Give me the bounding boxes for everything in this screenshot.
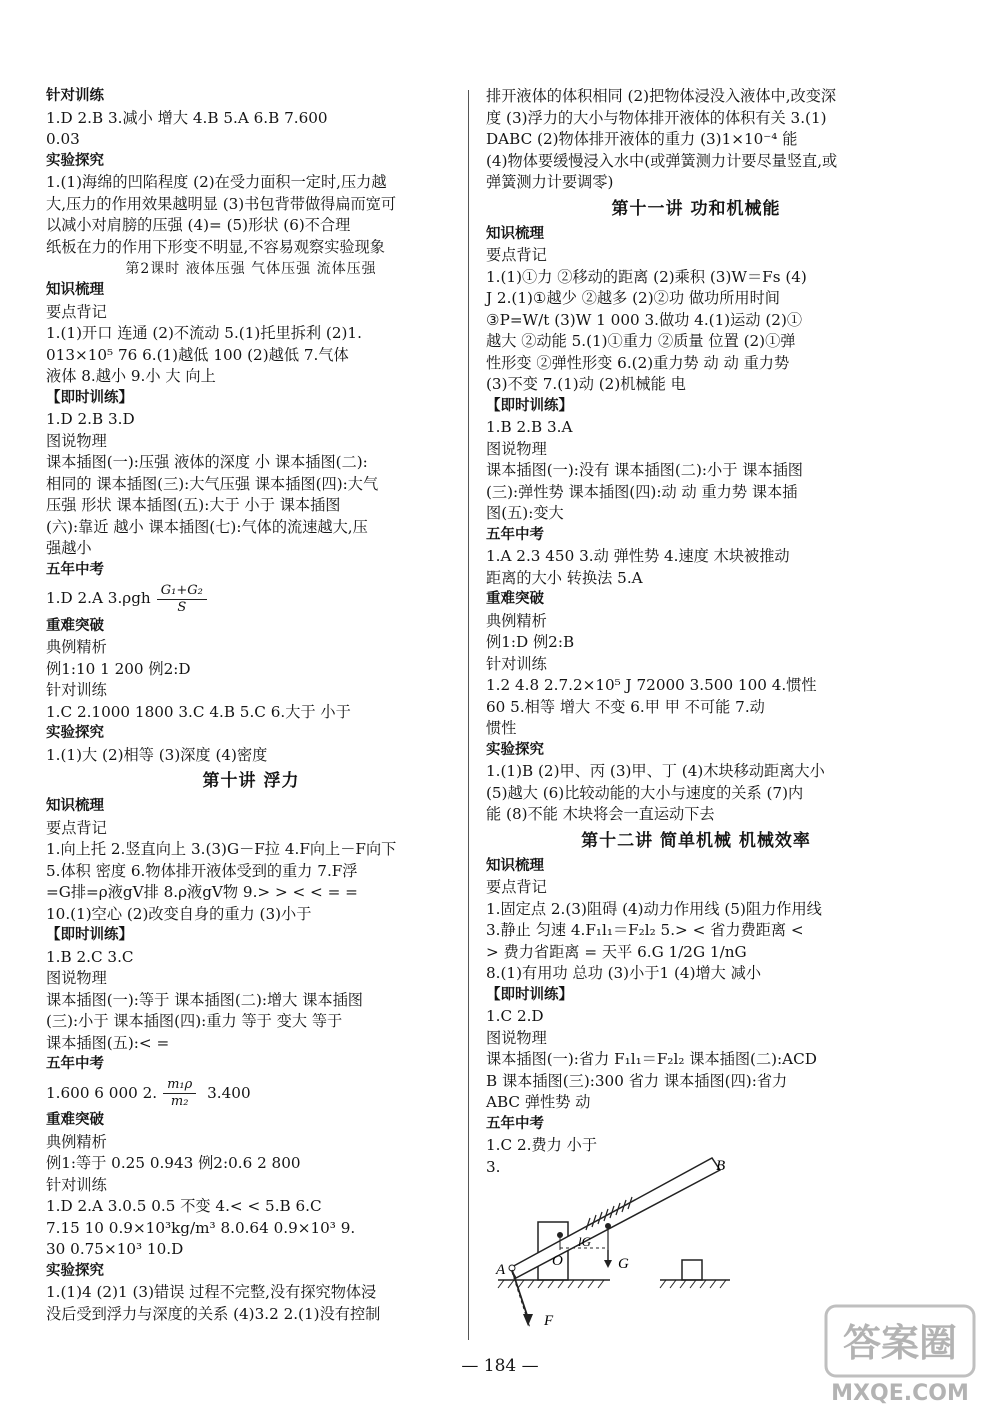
- label-A: A: [496, 1262, 506, 1278]
- answer-line: ABC 弹性势 动: [486, 1093, 591, 1111]
- watermark-logo: [820, 1300, 980, 1410]
- label-G: G: [618, 1256, 629, 1272]
- page-number: — 184 —: [461, 1356, 539, 1376]
- answer-line: 压强 形状 课本插图(五):大于 小于 课本插图: [46, 496, 341, 514]
- answer-line: 1.D 2.A 3.0.5 0.5 不变 4.< < 5.B 6.C: [46, 1197, 322, 1215]
- answer-line: 3.: [486, 1157, 501, 1176]
- answer-text: 1.D 2.A 3.ρgh: [46, 589, 151, 607]
- answer-line: 1.(1)大 (2)相等 (3)深度 (4)密度: [46, 745, 268, 764]
- answer-line: 图说物理: [486, 439, 547, 458]
- answer-line: J 2.(1)①越少 ②越多 (2)②功 做功所用时间: [486, 289, 780, 307]
- answer-line: 要点背记: [46, 818, 107, 837]
- answer-line: 1.A 2.3 450 3.动 弹性势 4.速度 木块被推动: [486, 547, 790, 565]
- section-heading: 【即时训练】: [486, 986, 573, 1003]
- fraction-numerator: m₁ρ: [163, 1077, 196, 1094]
- lever-diagram: [490, 1150, 750, 1330]
- section-heading: 重难突破: [486, 591, 544, 607]
- answer-line: (三):弹性势 课本插图(四):动 动 重力势 课本插: [486, 482, 798, 501]
- answer-line: 1.固定点 2.(3)阻碍 (4)动力作用线 (5)阻力作用线: [486, 899, 822, 918]
- answer-line: B 课本插图(三):300 省力 课本插图(四):省力: [486, 1071, 788, 1090]
- answer-line: > 费力省距离 = 天平 6.G 1/2G 1/nG: [486, 942, 747, 961]
- answer-line: 液体 8.越小 9.小 大 向上: [46, 367, 216, 385]
- answer-line: 没后受到浮力与深度的关系 (4)3.2 2.(1)没有控制: [46, 1304, 381, 1323]
- lecture-title: 第十一讲 功和机械能: [611, 198, 781, 219]
- answer-line-with-fraction: [46, 581, 456, 616]
- section-heading: 知识梳理: [486, 225, 544, 242]
- answer-line: 课本插图(一):没有 课本插图(二):小于 课本插图: [486, 461, 803, 479]
- section-heading: 【即时训练】: [486, 397, 573, 414]
- answer-line: 图说物理: [486, 1028, 547, 1047]
- answer-line: 图说物理: [46, 431, 107, 450]
- answer-line: 1.C 2.费力 小于: [486, 1136, 598, 1154]
- answer-line: 弹簧测力计要调零): [486, 173, 614, 191]
- label-O: O: [552, 1253, 563, 1269]
- answer-line: 课本插图(五):< =: [46, 1033, 170, 1052]
- section-heading: 五年中考: [46, 1056, 104, 1072]
- section-heading: 知识梳理: [46, 282, 104, 298]
- answer-line: 例1:等于 0.25 0.943 例2:0.6 2 800: [46, 1154, 301, 1172]
- section-heading: 【即时训练】: [46, 389, 133, 406]
- section-heading: 五年中考: [486, 526, 544, 543]
- answer-line: 大,压力的作用效果越明显 (3)书包背带做得扁而宽可: [46, 194, 397, 213]
- section-heading: 实验探究: [486, 741, 544, 758]
- answer-line: 图说物理: [46, 969, 107, 987]
- answer-line: 距离的大小 转换法 5.A: [486, 568, 643, 587]
- section-heading: 知识梳理: [46, 798, 104, 814]
- answer-line: 1.B 2.B 3.A: [486, 418, 573, 436]
- answer-line: 0.03: [46, 130, 80, 148]
- answer-line: 典例精析: [486, 611, 547, 630]
- section-heading: 五年中考: [46, 561, 104, 578]
- answer-line: 1.(1)4 (2)1 (3)错误 过程不完整,没有探究物体浸: [46, 1283, 377, 1301]
- answer-line: 10.(1)空心 (2)改变自身的重力 (3)小于: [46, 904, 312, 923]
- answer-line: 1.D 2.B 3.减小 增大 4.B 5.A 6.B 7.600: [46, 108, 328, 127]
- watermark-line2: MXQE.COM: [831, 1381, 969, 1406]
- answer-line: 课本插图(一):省力 F₁l₁＝F₂l₂ 课本插图(二):ACD: [486, 1050, 817, 1068]
- answer-line: 1.C 2.D: [486, 1007, 544, 1025]
- answer-line: 典例精析: [46, 638, 107, 656]
- answer-line: 针对训练: [46, 1175, 107, 1194]
- answer-line: DABC (2)物体排开液体的重力 (3)1×10⁻⁴ 能: [486, 130, 798, 148]
- left-column: [46, 86, 456, 1325]
- section-heading: 重难突破: [46, 617, 104, 634]
- answer-line: 5.体积 密度 6.物体排开液体受到的重力 7.F浮: [46, 861, 358, 880]
- label-B: B: [716, 1158, 726, 1174]
- answer-line: 针对训练: [486, 654, 547, 673]
- section-heading: 针对训练: [46, 88, 104, 104]
- answer-line: 性形变 ②弹性形变 6.(2)重力势 动 动 重力势: [486, 353, 790, 372]
- answer-line: 要点背记: [486, 878, 547, 896]
- section-heading: 实验探究: [46, 1262, 104, 1279]
- answer-line: 纸板在力的作用下形变不明显,不容易观察实验现象: [46, 237, 385, 256]
- fraction: [157, 583, 207, 616]
- answer-line: 1.(1)①力 ②移动的距离 (2)乘积 (3)W＝Fs (4): [486, 267, 807, 286]
- fraction-denominator: S: [177, 599, 187, 615]
- answer-line: 能 (8)不能 木块将会一直运动下去: [486, 805, 715, 823]
- answer-line: (三):小于 课本插图(四):重力 等于 变大 等于: [46, 1012, 343, 1030]
- fraction-numerator: G₁+G₂: [157, 583, 207, 600]
- answer-line: 1.(1)开口 连通 (2)不流动 5.(1)托里拆利 (2)1.: [46, 324, 362, 342]
- answer-line: 排开液体的体积相同 (2)把物体浸没入液体中,改变深: [486, 87, 837, 105]
- section-heading: 重难突破: [46, 1112, 104, 1128]
- answer-line-with-fraction: [46, 1076, 456, 1111]
- answer-line: 1.D 2.B 3.D: [46, 410, 135, 428]
- answer-line: 相同的 课本插图(三):大气压强 课本插图(四):大气: [46, 474, 379, 493]
- section-heading: 知识梳理: [486, 857, 544, 874]
- answer-line: 图(五):变大: [486, 504, 564, 522]
- answer-line: 1.(1)海绵的凹陷程度 (2)在受力面积一定时,压力越: [46, 173, 387, 191]
- answer-line: 针对训练: [46, 681, 107, 699]
- answer-line: (3)不变 7.(1)动 (2)机械能 电: [486, 375, 686, 393]
- lecture-title: 第十二讲 简单机械 机械效率: [581, 830, 811, 851]
- answer-line: 7.15 10 0.9×10³kg/m³ 8.0.64 0.9×10³ 9.: [46, 1218, 356, 1237]
- answer-text: 1.600 6 000 2.: [46, 1083, 158, 1102]
- answer-line: 1.C 2.1000 1800 3.C 4.B 5.C 6.大于 小于: [46, 702, 351, 721]
- lesson-subtitle: 第2课时 液体压强 气体压强 流体压强: [125, 261, 377, 277]
- answer-line: 30 0.75×10³ 10.D: [46, 1240, 184, 1258]
- answer-text-after: 3.400: [202, 1083, 251, 1102]
- answer-line: (4)物体要缓慢浸入水中(或弹簧测力计要尽量竖直,或: [486, 151, 838, 170]
- section-heading: 【即时训练】: [46, 927, 133, 943]
- answer-line: 强越小: [46, 539, 92, 557]
- answer-line: 例1:10 1 200 例2:D: [46, 659, 191, 678]
- answer-line: 8.(1)有用功 总功 (3)小于1 (4)增大 减小: [486, 964, 762, 982]
- answer-line: 越大 ②动能 5.(1)①重力 ②质量 位置 (2)①弹: [486, 332, 796, 350]
- answer-line: 要点背记: [46, 302, 107, 321]
- watermark-line1: 答案圈: [842, 1321, 958, 1365]
- answer-line: ③P=W/t (3)W 1 000 3.做功 4.(1)运动 (2)①: [486, 310, 803, 329]
- answer-line: 1.(1)B (2)甲、丙 (3)甲、丁 (4)木块移动距离大小: [486, 762, 825, 780]
- answer-line: (5)越大 (6)比较动能的大小与速度的关系 (7)内: [486, 783, 804, 802]
- section-heading: 五年中考: [486, 1115, 544, 1132]
- answer-line: 要点背记: [486, 246, 547, 264]
- lecture-title: 第十讲 浮力: [202, 771, 300, 791]
- answer-line: 3.静止 匀速 4.F₁l₁＝F₂l₂ 5.> < 省力费距离 <: [486, 921, 804, 939]
- answer-line: 课本插图(一):等于 课本插图(二):增大 课本插图: [46, 990, 363, 1009]
- answer-line: 1.2 4.8 2.7.2×10⁵ J 72000 3.500 100 4.惯性: [486, 676, 817, 694]
- answer-line: 度 (3)浮力的大小与物体排开液体的体积有关 3.(1): [486, 108, 827, 127]
- label-lG: lG: [578, 1234, 591, 1249]
- answer-line: 惯性: [486, 719, 517, 737]
- answer-line: 典例精析: [46, 1132, 107, 1151]
- answer-line: 1.B 2.C 3.C: [46, 947, 134, 966]
- section-heading: 实验探究: [46, 152, 104, 169]
- answer-line: 60 5.相等 增大 不变 6.甲 甲 不可能 7.动: [486, 697, 765, 716]
- answer-line: 例1:D 例2:B: [486, 633, 575, 651]
- column-divider: [468, 90, 469, 1340]
- answer-line: =G排=ρ液gV排 8.ρ液gV物 9.> > < < = =: [46, 883, 358, 901]
- label-F: F: [544, 1313, 554, 1329]
- answer-line: 013×10⁵ 76 6.(1)越低 100 (2)越低 7.气体: [46, 345, 349, 364]
- answer-line: 以减小对肩膀的压强 (4)= (5)形状 (6)不合理: [46, 216, 351, 234]
- fraction-denominator: m₂: [170, 1094, 189, 1109]
- answer-line: 课本插图(一):压强 液体的深度 小 课本插图(二):: [46, 453, 368, 471]
- right-column: [486, 86, 906, 1178]
- answer-line: 1.向上托 2.竖直向上 3.(3)G－F拉 4.F向上－F向下: [46, 840, 397, 858]
- answer-line: (六):靠近 越小 课本插图(七):气体的流速越大,压: [46, 517, 368, 536]
- fraction: [163, 1077, 196, 1110]
- section-heading: 实验探究: [46, 725, 104, 741]
